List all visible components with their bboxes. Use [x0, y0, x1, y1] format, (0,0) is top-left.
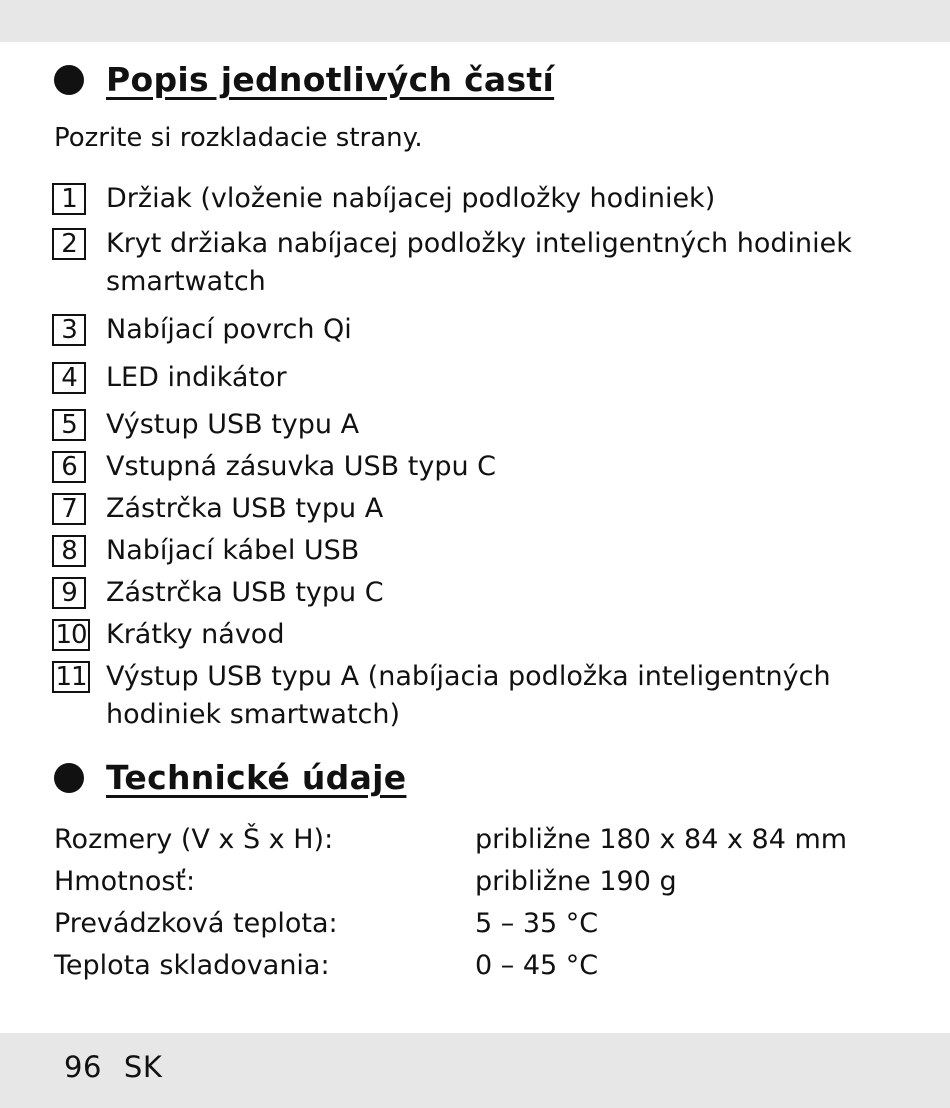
- parts-list: [52, 180, 912, 738]
- spec-value: približne 180 x 84 x 84 mm: [475, 823, 848, 855]
- spec-value: 5 – 35 °C: [475, 907, 599, 939]
- item-number-box: 5: [52, 409, 86, 441]
- spec-label: Hmotnosť:: [54, 865, 196, 897]
- item-text: Krátky návod: [106, 619, 285, 650]
- bullet-icon: [54, 65, 84, 95]
- item-number-box: 4: [52, 362, 86, 394]
- page-number: 96: [64, 1050, 102, 1084]
- top-band: [0, 0, 950, 42]
- item-text: Výstup USB typu A (nabíjacia podložka inteligentných hodiniek smartwatch): [106, 661, 831, 730]
- item-text: Vstupná zásuvka USB typu C: [106, 451, 497, 482]
- item-text: Výstup USB typu A: [106, 409, 360, 440]
- item-number-box: 6: [52, 451, 86, 483]
- list-item: [52, 225, 912, 311]
- item-text: Zástrčka USB typu A: [106, 493, 384, 524]
- list-item: [52, 311, 912, 359]
- spec-label: Teplota skladovania:: [54, 949, 330, 981]
- item-number-box: 8: [52, 535, 86, 567]
- item-number-box: 10: [52, 619, 90, 651]
- spec-value: 0 – 45 °C: [475, 949, 599, 981]
- spec-value: približne 190 g: [475, 865, 677, 897]
- item-text: Držiak (vloženie nabíjacej podložky hodiniek): [106, 183, 716, 214]
- section-heading-specs-text: Technické údaje: [106, 758, 407, 797]
- table-row: [54, 860, 847, 902]
- list-item: [52, 359, 912, 406]
- item-number-box: 2: [52, 228, 86, 260]
- footer: [64, 1050, 184, 1084]
- item-text: Kryt držiaka nabíjacej podložky inteligentných hodiniek smartwatch: [106, 228, 852, 297]
- table-row: [54, 902, 847, 944]
- list-item: [52, 532, 912, 574]
- item-text: Zástrčka USB typu C: [106, 577, 384, 608]
- language-code: SK: [123, 1050, 163, 1084]
- item-number-box: 11: [52, 661, 90, 693]
- list-item: [52, 574, 912, 616]
- item-number-box: 7: [52, 493, 86, 525]
- item-text: Nabíjací kábel USB: [106, 535, 360, 566]
- bullet-icon: [54, 763, 84, 793]
- list-item: [52, 448, 912, 490]
- section-heading-parts-text: Popis jednotlivých častí: [106, 60, 555, 99]
- list-item: [52, 616, 912, 658]
- section-heading-specs: [54, 758, 406, 797]
- spec-label: Prevádzková teplota:: [54, 907, 338, 939]
- specs-table: [54, 818, 847, 986]
- spec-label: Rozmery (V x Š x H):: [54, 823, 334, 855]
- section-heading-parts: [54, 60, 554, 99]
- item-number-box: 3: [52, 314, 86, 346]
- list-item: [52, 406, 912, 448]
- list-item: [52, 490, 912, 532]
- list-item: [52, 658, 912, 738]
- item-number-box: 9: [52, 577, 86, 609]
- table-row: [54, 818, 847, 860]
- item-text: Nabíjací povrch Qi: [106, 314, 352, 345]
- item-text: LED indikátor: [106, 362, 287, 393]
- intro-text: Pozrite si rozkladacie strany.: [54, 123, 423, 153]
- table-row: [54, 944, 847, 986]
- item-number-box: 1: [52, 183, 86, 215]
- list-item: [52, 180, 912, 225]
